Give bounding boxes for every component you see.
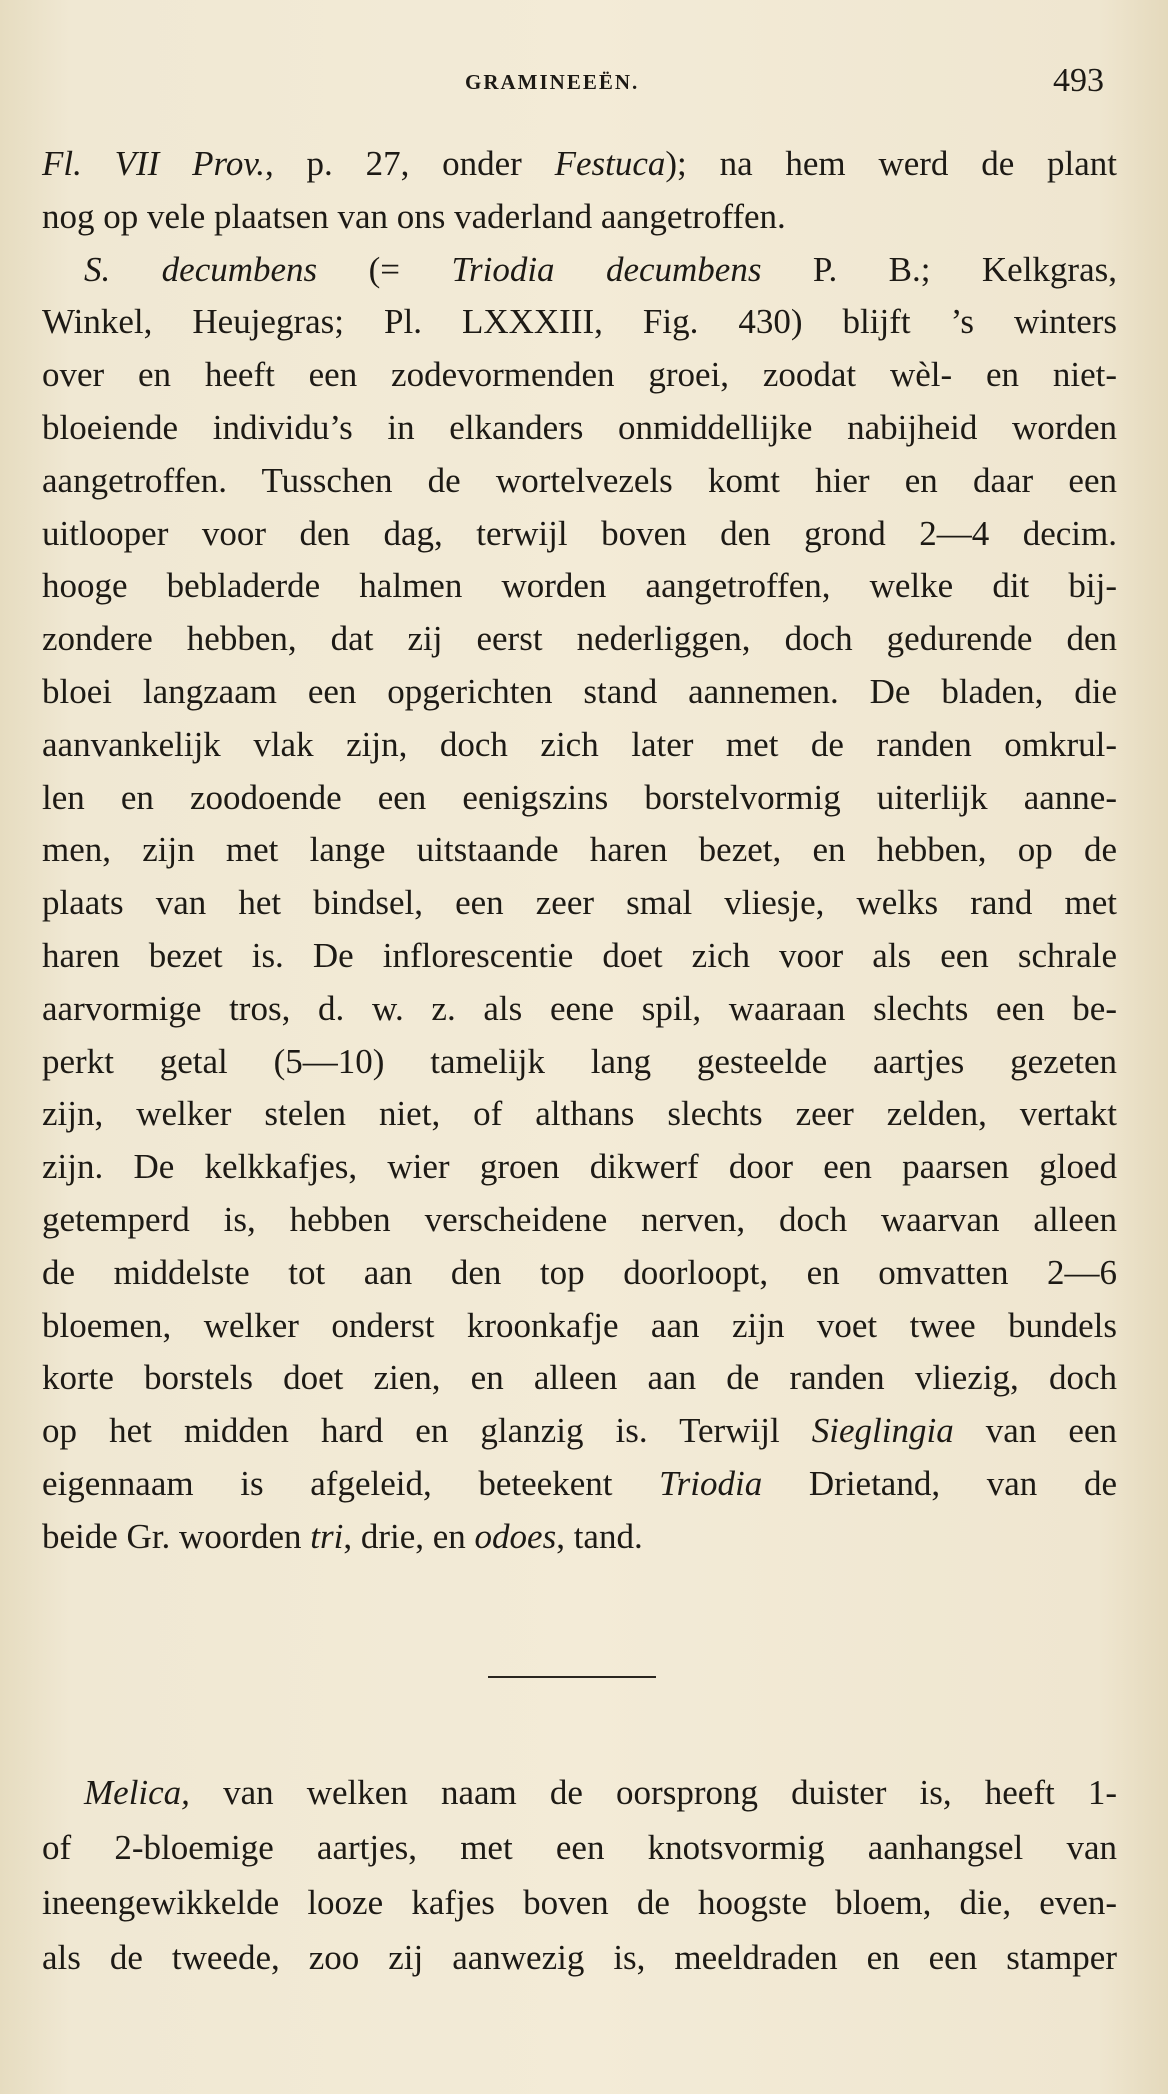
text-line: zijn. De kelkkafjes, wier groen dikwerf door een paarsen gloed	[42, 1147, 1117, 1187]
page-number: 493	[1053, 62, 1104, 99]
text-line: aanvankelijk vlak zijn, doch zich later met de randen omkrul-	[42, 724, 1117, 764]
running-title: GRAMINEEËN.	[465, 70, 640, 94]
text-line: Fl. VII Prov., p. 27, onder Festuca); na hem werd de plant	[42, 144, 1117, 183]
text-line: als de tweede, zoo zij aanwezig is, meeldraden en een stamper	[42, 1938, 1117, 1977]
genus-name: Sieglingia	[811, 1411, 954, 1451]
text-line: Melica, van welken naam de oorsprong duister is, heeft 1-	[84, 1773, 1117, 1812]
section-divider	[488, 1676, 656, 1678]
text-line: beide Gr. woorden tri, drie, en odoes, tand.	[42, 1516, 643, 1556]
species-name: S. decumbens	[84, 249, 318, 289]
text-line: nog op vele plaatsen van ons vaderland aangetroffen.	[42, 196, 786, 236]
text-line: de middelste tot aan den top doorloopt, en omvatten 2—6	[42, 1252, 1117, 1292]
text-line: korte borstels doet zien, en alleen aan de randen vliezig, doch	[42, 1358, 1117, 1398]
text-line: plaats van het bindsel, een zeer smal vliesje, welks rand met	[42, 883, 1117, 923]
text-line: op het midden hard en glanzig is. Terwijl Sieglingia van een	[42, 1411, 1117, 1451]
main-text	[42, 138, 1117, 1564]
genus-name: Triodia	[659, 1463, 763, 1503]
greek-word: tri	[310, 1516, 344, 1556]
genus-name: Melica,	[84, 1773, 190, 1812]
text-line: zijn, welker stelen niet, of althans slechts zeer zelden, vertakt	[42, 1094, 1117, 1134]
main-text-continued	[42, 1765, 1117, 1985]
species-name: Triodia decumbens	[451, 249, 762, 289]
text-line: over en heeft een zodevormenden groei, zoodat wèl- en niet-	[42, 355, 1117, 395]
text-line: zondere hebben, dat zij eerst nederliggen, doch gedurende den	[42, 619, 1117, 659]
page-header	[0, 62, 1168, 112]
text-line: bloei langzaam een opgerichten stand aannemen. De bladen, die	[42, 671, 1117, 711]
text-line: eigennaam is afgeleid, beteekent Triodia Drietand, van de	[42, 1463, 1117, 1503]
text-line: Winkel, Heujegras; Pl. LXXXIII, Fig. 430) blijft ’s winters	[42, 302, 1117, 342]
text-line: of 2-bloemige aartjes, met een knotsvormig aanhangsel van	[42, 1828, 1117, 1867]
text-line: perkt getal (5—10) tamelijk lang gesteelde aartjes gezeten	[42, 1041, 1117, 1081]
taxon-reference: Fl. VII Prov.	[42, 144, 266, 183]
text-line: ineengewikkelde looze kafjes boven de hoogste bloem, die, even-	[42, 1883, 1117, 1922]
text-line: aarvormige tros, d. w. z. als eene spil, waaraan slechts een be-	[42, 988, 1117, 1028]
text-line: bloeiende individu’s in elkanders onmiddellijke nabijheid worden	[42, 407, 1117, 447]
greek-word: odoes	[474, 1516, 557, 1556]
text-line: len en zoodoende een eenigszins borstelvormig uiterlijk aanne-	[42, 777, 1117, 817]
text-line: getemperd is, hebben verscheidene nerven, doch waarvan alleen	[42, 1199, 1117, 1239]
text-line: men, zijn met lange uitstaande haren bezet, en hebben, op de	[42, 830, 1117, 870]
text-line: S. decumbens (= Triodia decumbens P. B.; Kelkgras,	[84, 249, 1117, 289]
text-line: haren bezet is. De inflorescentie doet zich voor als een schrale	[42, 935, 1117, 975]
text-line: aangetroffen. Tusschen de wortelvezels komt hier en daar een	[42, 460, 1117, 500]
text-line: bloemen, welker onderst kroonkafje aan zijn voet twee bundels	[42, 1305, 1117, 1345]
genus-name: Festuca	[554, 144, 666, 183]
text-line: uitlooper voor den dag, terwijl boven den grond 2—4 decim.	[42, 513, 1117, 553]
text-line: hooge bebladerde halmen worden aangetroffen, welke dit bij-	[42, 566, 1117, 606]
